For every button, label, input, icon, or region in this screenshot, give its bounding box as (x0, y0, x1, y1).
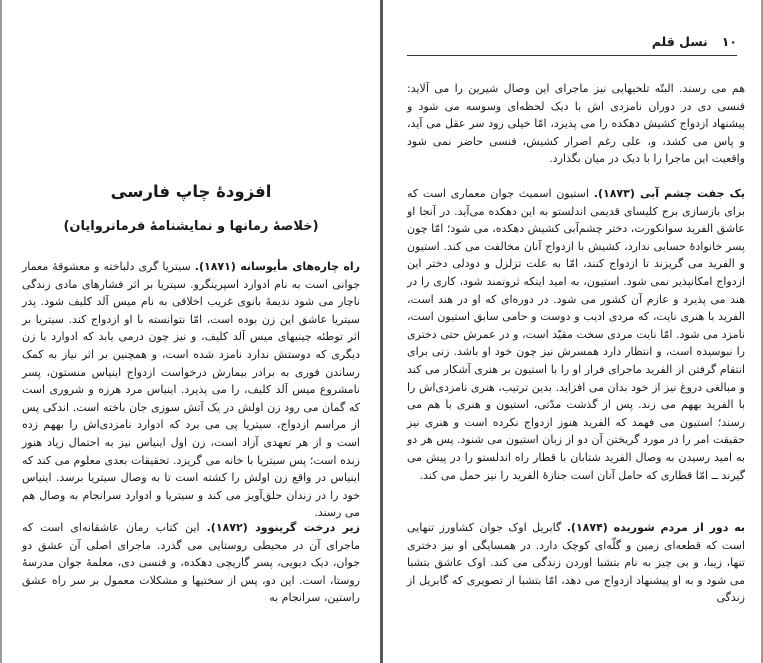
paragraph-body: هم می رسند. البتّه تلخیهایی نیز ماجرای این وصال شیرین را می آلاید: فنسی دی در دوران نامزدی اش با دیک لحظه‌ای وسوسه می شود و پیشنهاد ازدواج کشیش دهکده را می پذیرد، امّا خیلی زود سر عقل می آید، و پاس می کشد، و، علی رغم اصرار کشیش، فنسی حاضر نمی شود واقعیت این ماجرا را با دیک در میان بگذارد. (407, 82, 745, 166)
paragraph-lead: به دور از مردم شوریده (۱۸۷۴). (566, 521, 745, 534)
left-page (2, 0, 380, 663)
right-page (383, 0, 761, 663)
paragraph-desperate-remedies (22, 258, 360, 522)
paragraph-body: گابریل اوک جوان کشاورز تنهایی است که قطعه‌ای زمین و گلّه‌ای کوچک دارد. در همسایگی او نیز دختری تنها، زیبا، و بی چیز به نام بتشبا اوردن زندگی می کند. اوک عاشق بتشبا می شود و به او پیشنهاد ازدواج می دهد، امّا بتشبا از تصویری که گابریل از زندگی (407, 521, 745, 605)
paragraph-blue-eyes (407, 185, 745, 484)
paragraph-lead: زیر درخت گرینوود (۱۸۷۲). (206, 521, 360, 534)
paragraph-continuation (407, 80, 745, 168)
running-title: نسل قلم (651, 34, 708, 49)
section-title: افزودهٔ چاپ فارسی (110, 182, 272, 201)
running-header (652, 34, 737, 49)
paragraph-body: این کتاب رمان عاشقانه‌ای است که ماجرای آن در محیطی روستایی می گذرد. ماجرای اصلی آن عشق دو جوان، دیک دیویی، پسر گاریچی دهکده، و فنسی دی، معلمهٔ جوان مدرسهٔ روستا، است. این دو، پس از سختیها و مشکلات معمول بر سر راه عشق راستین، سرانجام به (22, 521, 360, 605)
paragraph-greenwood-tree (22, 519, 360, 607)
paragraph-madding-crowd (407, 519, 745, 607)
paragraph-lead: یک جفت چشم آبی (۱۸۷۳). (593, 187, 746, 200)
header-rule (407, 55, 737, 56)
paragraph-lead: راه چاره‌های مأیوسانه (۱۸۷۱). (194, 260, 360, 273)
page-number: ۱۰ (721, 34, 737, 49)
section-subtitle: (خلاصهٔ رمانها و نمایشنامهٔ فرمانروایان) (63, 219, 319, 234)
paragraph-body: سیتریا گری دلباخته و معشوقهٔ معمار جوانی است به نام ادوارد اسپرینگرو. سیتریا بر اثر فشارهای مادی زندگی ناچار می شود ندیمهٔ بانوی غریب اخلاقی به نام میس آلد کلیف شود. پدر سیتریا عاشق این زن بوده است، امّا نتوانسته با او ازدواج کند. سیتریا بر اثر توطئه چینیهای میس آلد کلیف، و نیز چون درمی یابد که ادوارد با زن دیگری که دوستش ندارد نامزد شده است، و همچنین بر اثر نیاز به کمک رساندن فوری به برادر بیمارش درخواست ازدواج اینیاس منستون، پسر نامشروع میس آلد کلیف، را می پذیرد. اینیاس مرد هرزه و شروری است که گمان می رود زن اولش در یک آتش سوزی جان باخته است. اندکی پس از مراسم ازدواج، سیتریا پی می برد که ادوارد نامزدی‌اش را بههم زده است و از هر تعهدی آزاد است، زن اول اینیاس نیز به احتمال زیاد هنوز زنده است؛ پس سیتریا با خانه می گریزد. تحقیقات بعدی معلوم می کند که اینیاس در واقع زن اولش را کشته است تا به وصال سیتریا برسد. اینیاس خود را در زندان حلق‌آویز می کند و سیتریا و ادوارد سرانجام به وصال هم می رسند. (22, 260, 360, 520)
paragraph-body: استیون اسمیث جوان معماری است که برای بازسازی برج کلیسای قدیمی اندلستو به این دهکده می‌آید. در آنجا او عاشق الفرید سوانکورت، دختر چشم‌آبی کشیش دهکده، می شود؛ امّا چون پسر خانوادهٔ حسابی ندارد، کشیش با ازدواج آنان مخالفت می کند. استیون و الفرید می گریزند تا ازدواج کنند، امّا به علت تزلزل و دودلی دختر این ازدواج امکانپذیر نمی شود. استیون، به امید اینکه ثروتمند شود، کاری را در هند می پذیرد و عازم آن کشور می شود. در دوره‌ای که او در هند است، الفرید با هنری نایت، که مردی ادیب و دوست و حامی سابق استیون است، نامزد می شود. امّا نایت مردی سخت مقیّد است، و در عمرش حتی دختری را نبوسیده است، و انتظار دارد همسرش نیز چون خود او باشد. زنی برای انتقام گرفتن از الفرید ماجرای فرار او را با استیون بر هنری آشکار می کند و مبالغی دروغ نیز از خود بدان می افزاید. بدین ترتیب، هنری نامزدی‌اش را با الفرید بههم می زند. پس از گذشت مدّتی، استیون و هنری با هم می رسند؛ استیون می فهمد که الفرید هنوز ازدواج نکرده است و هنری نیز حقیقت امر را در مورد گریختن آن دو از زبان استیون می شنود. پس هر دو به امید رسیدن به وصال الفرید شتابان با قطار راه اندلستو را در پیش می گیرند ــ امّا قطاری که حامل آنان است جنازهٔ الفرید را نیز حمل می کند. (407, 187, 745, 482)
